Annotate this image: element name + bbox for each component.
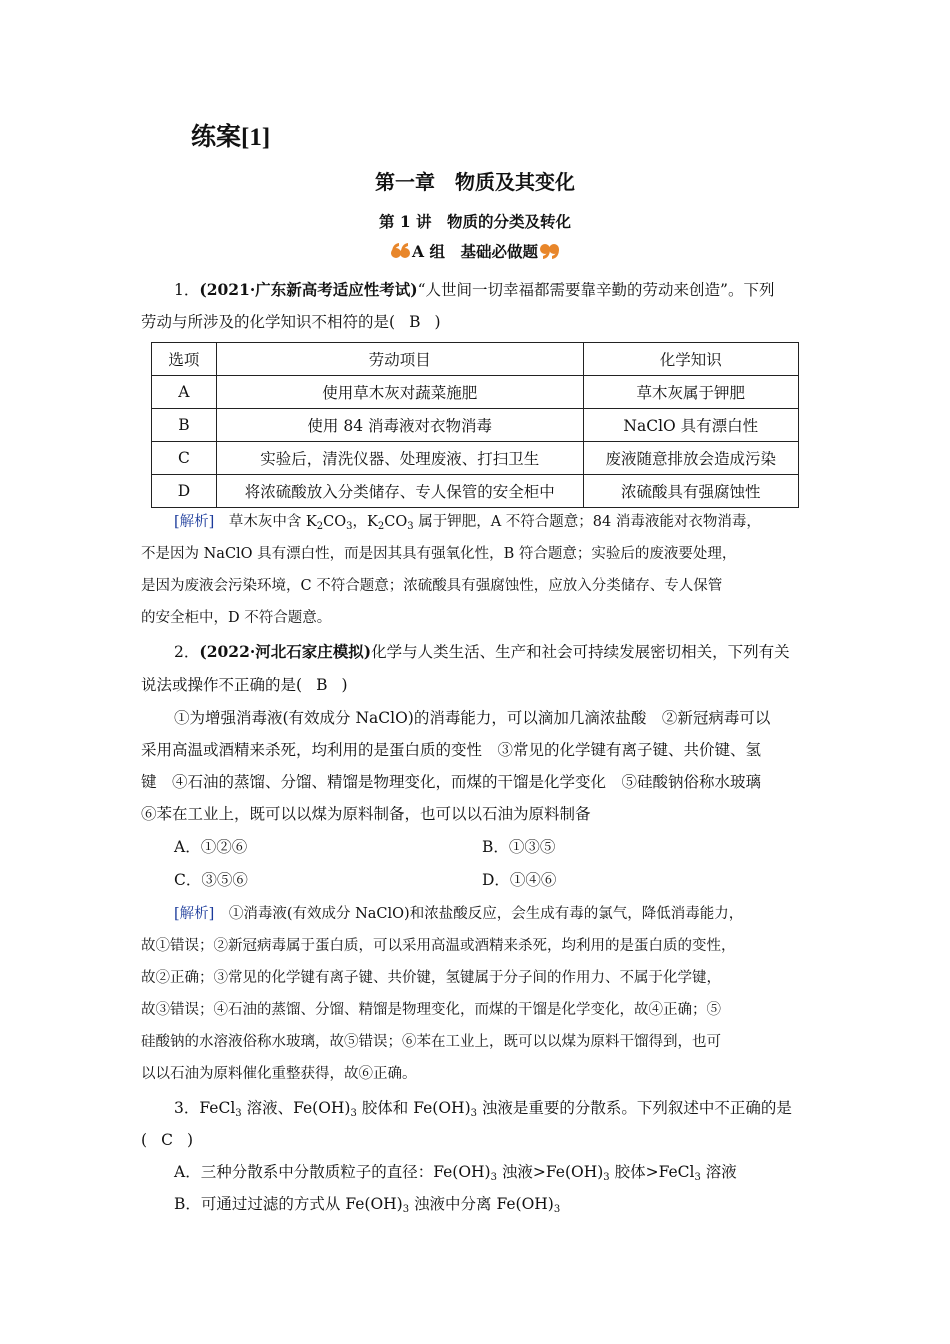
table-cell: 使用草木灰对蔬菜施肥 [216,376,583,409]
analysis-tag: [解析] [174,514,215,530]
q2-analysis-line2: 故①错误；②新冠病毒属于蛋白质，可以采用高温或酒精来杀死，均利用的是蛋白质的变性， [141,938,736,954]
group-heading [0,240,950,262]
q1-analysis-line2: 不是因为 NaClO 具有漂白性，而是因其具有强氧化性，B 符合题意；实验后的废液要处理， [141,546,737,562]
q1-stem-line1: 1．(2021·广东新高考适应性考试)“人世间一切幸福都需要靠辛勤的劳动来创造”。下列 [174,280,775,299]
q2-option-a: A．①②⑥ [174,838,248,856]
q2-statement-line3: 键 ④石油的蒸馏、分馏、精馏是物理变化，而煤的干馏是化学变化 ⑤硅酸钠俗称水玻璃 [141,773,762,791]
q2-analysis-line6: 以以石油为原料催化重整获得，故⑥正确。 [141,1066,417,1082]
q3-option-b: B．可通过过滤的方式从 $Fe(OH)_3$ 浊液中分离 $Fe(OH)_3$ [174,1195,561,1215]
table-cell: 将浓硫酸放入分类储存、专人保管的安全柜中 [216,475,583,508]
table-cell: 草木灰属于钾肥 [583,376,798,409]
q2-answer: B [316,676,328,694]
q1-analysis-line3: 是因为废液会污染环境，C 不符合题意；浓硫酸具有强腐蚀性，应放入分类储存、专人保管 [141,578,723,594]
lesson-title: 第 1 讲 物质的分类及转化 [378,212,572,231]
table-cell: 废液随意排放会造成污染 [583,442,798,475]
q1-analysis-line1: [解析] 草木灰中含 $K_2CO_3$，$K_2CO_3$ 属于钾肥，A 不符合题意；84 消毒液能对衣物消毒， [174,514,761,532]
chapter-title: 第一章 物质及其变化 [375,170,575,194]
table-cell: 浓硫酸具有强腐蚀性 [583,475,798,508]
q3-stem-line1: 3．FeCl$_3$ 溶液、$Fe(OH)_3$ 胶体和 $Fe(OH)_3$ 浊液是重要的分散系。下列叙述中不正确的是 [174,1099,792,1119]
q2-option-d: D．①④⑥ [482,871,557,889]
q2-statement-line1: ①为增强消毒液(有效成分 NaClO)的消毒能力，可以滴加几滴浓盐酸 ②新冠病毒可以 [174,709,771,727]
table-cell: C [152,442,217,475]
analysis-tag: [解析] [174,906,215,922]
left-quote-icon [390,241,410,261]
table-cell: D [152,475,217,508]
q3-answer: C [161,1131,173,1149]
q1-analysis-line4: 的安全柜中，D 不符合题意。 [141,610,332,626]
practice-number: 练案[1] [191,124,271,151]
table-header-cell: 选项 [152,343,217,376]
table-cell: 使用 84 消毒液对衣物消毒 [216,409,583,442]
q3-option-a: A．三种分散系中分散质粒子的直径：$Fe(OH)_3$ 浊液$>Fe(OH)_3$ 胶体>FeCl$_3$ 溶液 [174,1163,737,1183]
q1-answer: B [409,313,421,331]
table-cell: A [152,376,217,409]
q2-statement-line2: 采用高温或酒精来杀死，均利用的是蛋白质的变性 ③常见的化学键有离子键、共价键、氢 [141,741,762,759]
table-cell: NaClO 具有漂白性 [583,409,798,442]
table-header-row [152,343,799,376]
q1-source: (2021·广东新高考适应性考试) [199,280,418,299]
table-cell: 实验后，清洗仪器、处理废液、打扫卫生 [216,442,583,475]
table-cell: B [152,409,217,442]
q2-analysis-line1: [解析] ①消毒液(有效成分 NaClO)和浓盐酸反应，会生成有毒的氯气，降低消毒能力， [174,906,744,922]
table-header-cell: 化学知识 [583,343,798,376]
q1-table [151,342,799,508]
group-label: A 组 基础必做题 [412,242,538,261]
q2-stem-line1: 2．(2022·河北石家庄模拟)化学与人类生活、生产和社会可持续发展密切相关，下列有关 [174,642,790,661]
q2-source: (2022·河北石家庄模拟) [199,642,372,661]
q2-stem-line2: 说法或操作不正确的是( B ) [141,676,348,694]
q2-analysis-line4: 故③错误；④石油的蒸馏、分馏、精馏是物理变化，而煤的干馏是化学变化，故④正确；⑤ [141,1002,721,1018]
q2-statement-line4: ⑥苯在工业上，既可以以煤为原料制备，也可以以石油为原料制备 [141,805,591,823]
q1-stem-line2: 劳动与所涉及的化学知识不相符的是( B ) [141,313,441,331]
q2-option-c: C．③⑤⑥ [174,871,248,889]
q3-stem-line2: ( C ) [141,1131,193,1149]
table-row [152,442,799,475]
q2-option-b: B．①③⑤ [482,838,556,856]
q2-analysis-line3: 故②正确；③常见的化学键有离子键、共价键，氢键属于分子间的作用力、不属于化学键， [141,970,721,986]
table-header-cell: 劳动项目 [216,343,583,376]
q2-analysis-line5: 硅酸钠的水溶液俗称水玻璃，故⑤错误；⑥苯在工业上，既可以以煤为原料干馏得到，也可 [141,1034,721,1050]
table-row [152,409,799,442]
table-row [152,376,799,409]
table-row [152,475,799,508]
right-quote-icon [540,241,560,261]
